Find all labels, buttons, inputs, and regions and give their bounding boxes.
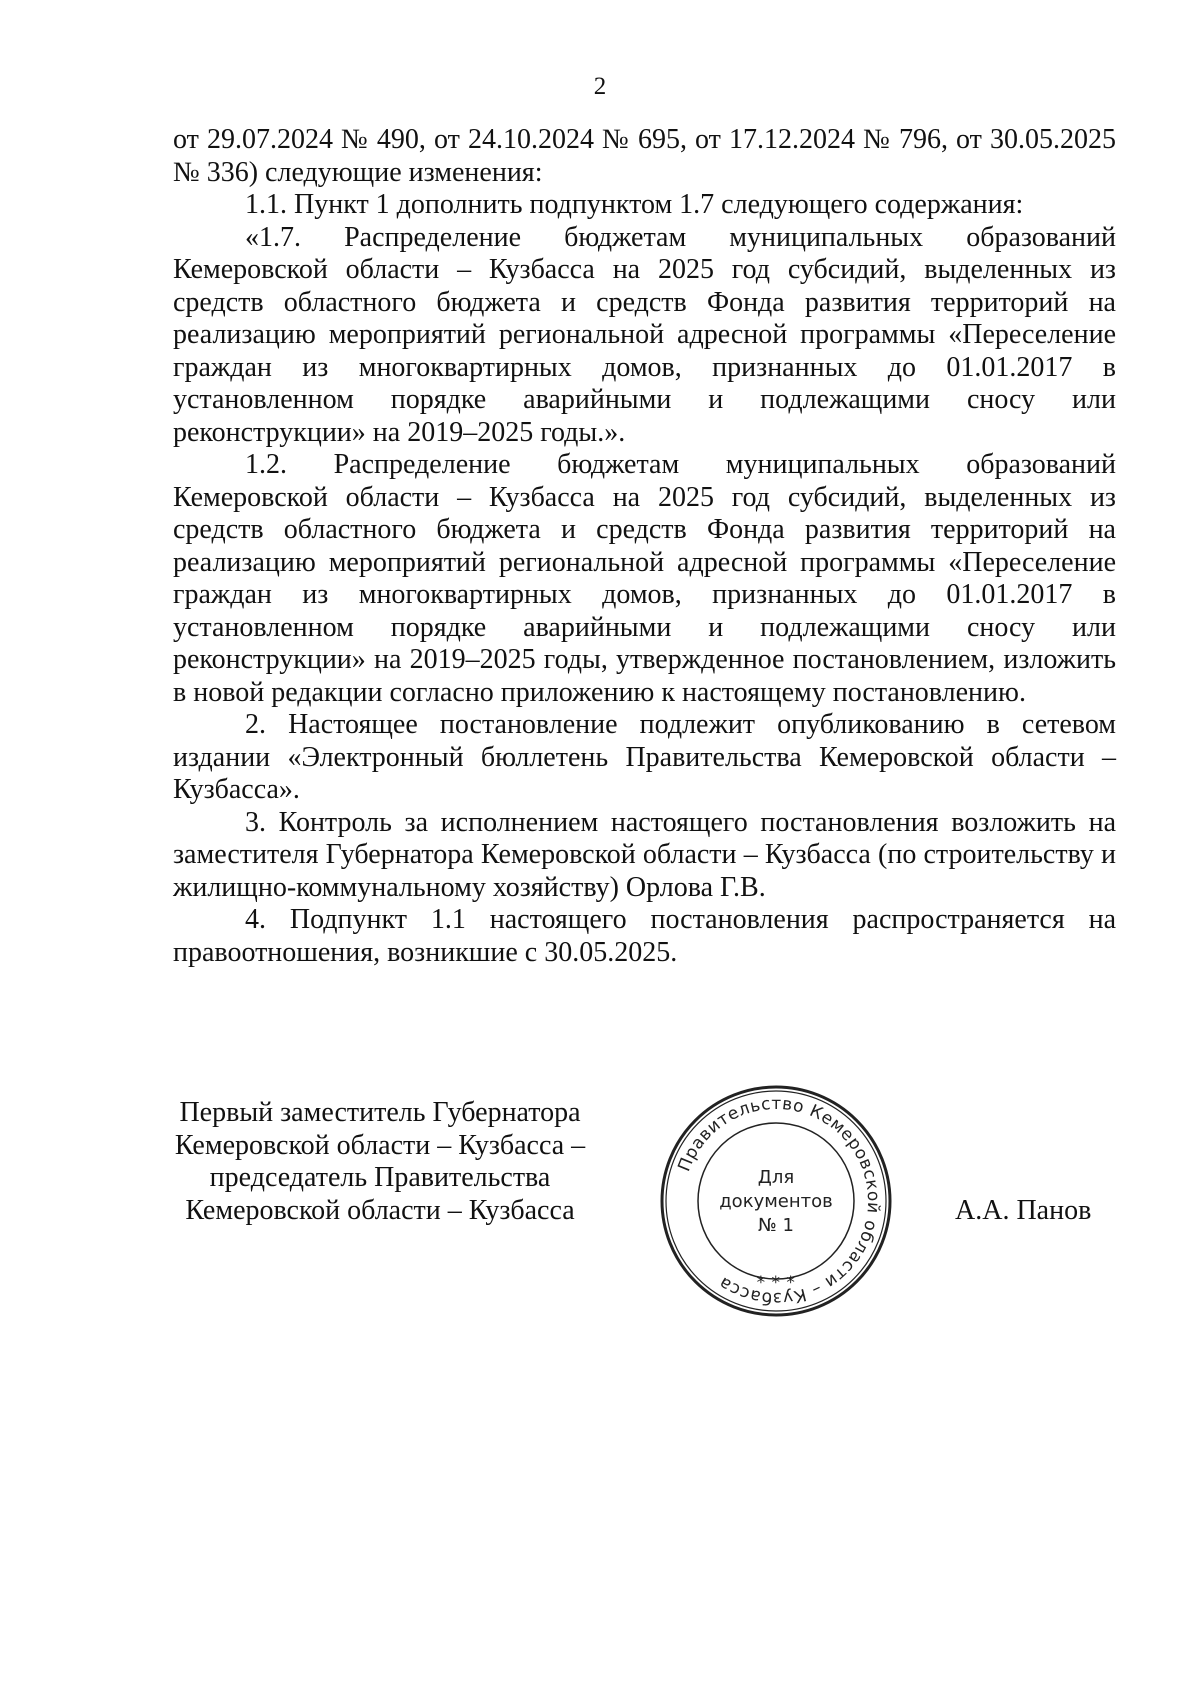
paragraph-2: 2. Настоящее постановление подлежит опубликованию в сетевом издании «Электронный бюллетень Правительства Кемеровской области – Кузбасса». <box>173 709 1116 805</box>
paragraph-4: 4. Подпункт 1.1 настоящего постановления распространяется на правоотношения, возникшие с 30.05.2025. <box>173 904 1116 968</box>
seal-center-line: Для <box>757 1167 795 1188</box>
seal-bottom-mark: * * * <box>756 1273 796 1293</box>
paragraph-1-7: «1.7. Распределение бюджетам муниципальных образований Кемеровской области – Кузбасса на 2025 год субсидий, выделенных из средств областного бюджета и средств Фонда развития территорий на реализацию мероприятий региональной адресной программы «Переселение граждан из многоквартирных домов, признанных до 01.01.2017 в установленном порядке аварийными и подлежащими сносу или реконструкции» на 2019–2025 годы.». <box>173 221 1116 448</box>
seal-center-line: документов <box>719 1191 833 1212</box>
signer-title-line: председатель Правительства <box>209 1162 551 1193</box>
seal-graphic <box>658 1083 894 1319</box>
page-number: 2 <box>593 73 607 100</box>
paragraph-1-2: 1.2. Распределение бюджетам муниципальных образований Кемеровской области – Кузбасса на 2025 год субсидий, выделенных из средств областного бюджета и средств Фонда развития территорий на реализацию мероприятий региональной адресной программы «Переселение граждан из многоквартирных домов, признанных до 01.01.2017 в установленном порядке аварийными и подлежащими сносу или реконструкции» на 2019–2025 годы, утвержденное постановлением, изложить в новой редакции согласно приложению к настоящему постановлению. <box>173 449 1116 708</box>
signer-name: А.А. Панов <box>955 1195 1092 1226</box>
official-seal <box>658 1083 894 1319</box>
signer-title-line: Кемеровской области – Кузбасса <box>185 1194 575 1226</box>
signer-title-line: Первый заместитель Губернатора <box>179 1097 581 1128</box>
body-text <box>173 124 1116 969</box>
seal-ring-textpath: Правительство Кемеровской области – Кузбасса <box>674 1093 884 1309</box>
signer-title-line: Кемеровской области – Кузбасса – <box>174 1129 586 1161</box>
seal-center-line: № 1 <box>758 1215 794 1236</box>
signer-title <box>160 1097 600 1227</box>
paragraph-3: 3. Контроль за исполнением настоящего постановления возложить на заместителя Губернатора Кемеровской области – Кузбасса (по строительству и жилищно-коммунальному хозяйству) Орлова Г.В. <box>173 806 1116 903</box>
paragraph-intro-continuation: от 29.07.2024 № 490, от 24.10.2024 № 695, от 17.12.2024 № 796, от 30.05.2025 № 336) следующие изменения: <box>173 124 1116 188</box>
paragraph-1-1: 1.1. Пункт 1 дополнить подпунктом 1.7 следующего содержания: <box>245 189 1024 220</box>
